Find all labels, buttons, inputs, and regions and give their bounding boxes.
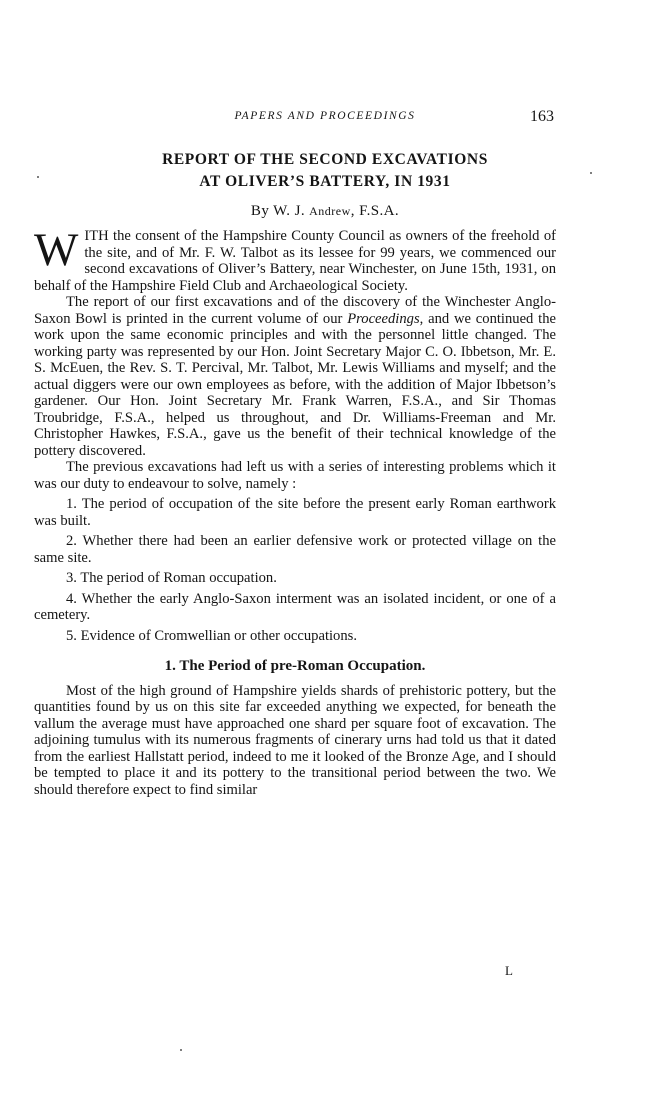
title-line-2: AT OLIVER’S BATTERY, IN 1931 [199, 173, 451, 190]
byline [70, 203, 580, 220]
byline-prefix: By W. J. [250, 203, 310, 219]
scan-speck [180, 1049, 182, 1051]
problem-item-1: 1. The period of occupation of the site before the present early Roman earthwork was built. [34, 496, 556, 529]
title-line-1: REPORT OF THE SECOND EXCAVATIONS [162, 151, 488, 168]
article-body [34, 224, 556, 798]
running-title: PAPERS AND PROCEEDINGS [234, 110, 416, 122]
signature-mark: L [505, 963, 513, 978]
section-1-paragraph: Most of the high ground of Hampshire yields shards of prehistoric pottery, but the quantities found by us on this site far exceeded anything we expected, for beneath the vallum the average must have approached one shard per square foot of excavation. The adjoining tumulus with its numerous fragments of cinerary urns had told us that it dated from the earliest Hallstatt period, indeed to me it looked of the Bronze Age, and I should be tempted to place it and its pottery to the transitional period between the two. We should therefore expect to find similar [34, 682, 556, 798]
byline-author: Andrew [309, 204, 351, 218]
problem-item-3: 3. The period of Roman occupation. [66, 570, 277, 586]
drop-cap: W [34, 224, 79, 276]
problem-item-4: 4. Whether the early Anglo-Saxon interment was an isolated incident, or one of a cemetery. [34, 590, 556, 623]
scan-speck [37, 176, 39, 178]
paragraph-2-after: , and we continued the work upon the same economic principles and with the personnel little changed. The working party was represented by our Hon. Joint Secretary Major C. O. Ibbetson, Mr. E. S. McEuen, the Rev. S. T. Percival, Mr. Talbot, Mr. Lewis Williams and myself; and the actual diggers were our own employees as before, with the addition of Major Ibbetson’s gardener. Our Hon. Joint Secretary Mr. Frank Warren, F.S.A., and Sir Thomas Troubridge, F.S.A., helped us throughout, and Dr. Williams-Freeman and Mr. Christopher Hawkes, F.S.A., gave us the benefit of their technical knowledge of the pottery discovered. [34, 310, 556, 459]
article-title [70, 149, 580, 193]
intro-text: ITH the consent of the Hampshire County Council as owners of the freehold of the site, and of Mr. F. W. Talbot as its lessee for 99 years, we commenced our second excavations of Oliver’s Battery, near Winchester, on June 15th, 1931, on behalf of the Hampshire Field Club and Archaeological Society. [34, 228, 556, 294]
paragraph-2-italic: Proceedings [347, 310, 420, 327]
running-head [96, 108, 554, 128]
page-number: 163 [530, 108, 554, 125]
paragraph-3: The previous excavations had left us with a series of interesting problems which it was our duty to endeavour to solve, namely : [34, 459, 556, 492]
problem-item-2: 2. Whether there had been an earlier defensive work or protected village on the same site. [34, 533, 556, 566]
scan-speck [590, 172, 592, 174]
byline-suffix: , F.S.A. [350, 203, 400, 219]
intro-paragraph [34, 224, 556, 294]
problem-item-5: 5. Evidence of Cromwellian or other occupations. [66, 627, 357, 644]
section-heading: 1. The Period of pre-Roman Occupation. [164, 658, 426, 674]
paragraph-2 [34, 294, 556, 459]
paragraph-2-before: The report of our first excavations and of the discovery of the Winchester Anglo-Saxon Bowl is printed in the current volume of our [34, 294, 556, 327]
